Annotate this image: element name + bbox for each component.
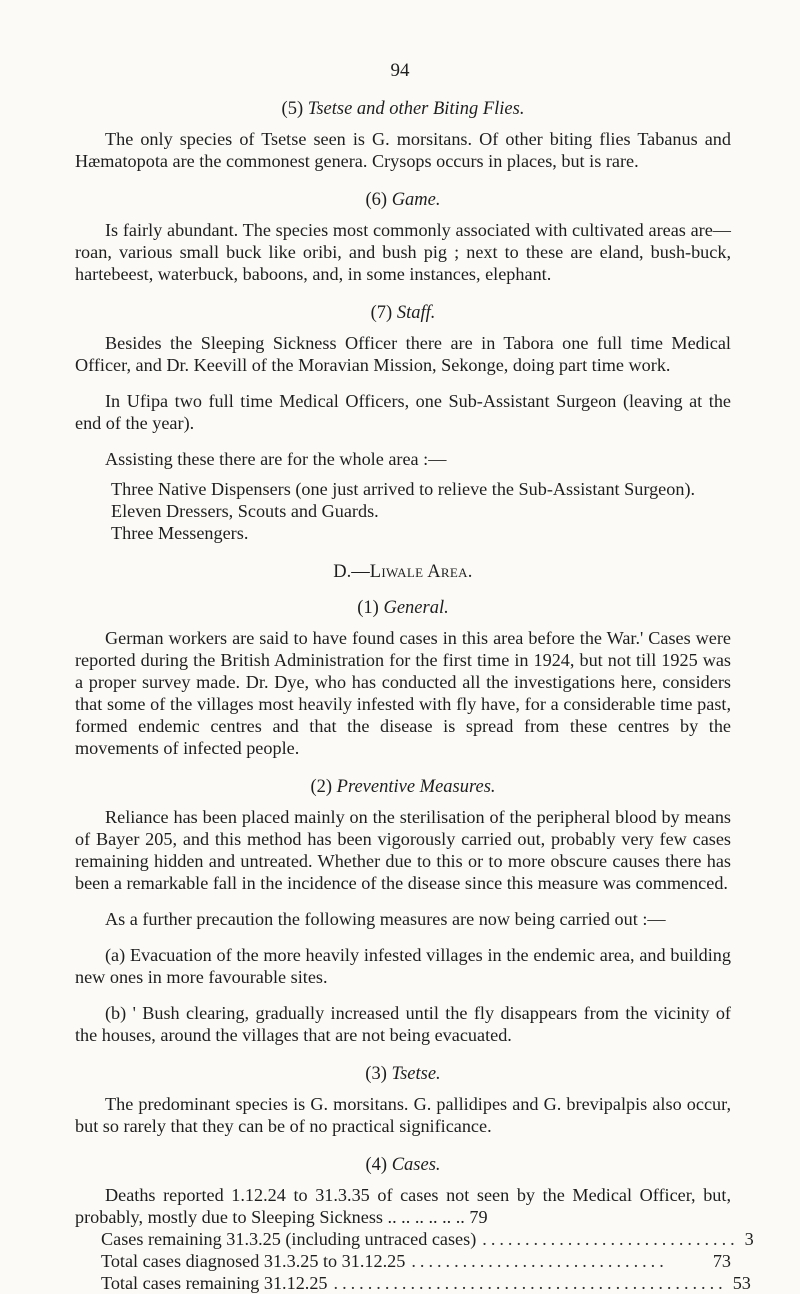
section-number: (4) bbox=[365, 1155, 388, 1175]
stat-label: Total cases diagnosed 31.3.25 to 31.12.25 bbox=[101, 1251, 406, 1271]
paragraph: Assisting these there are for the whole area :— bbox=[105, 449, 447, 469]
paragraph: In Ufipa two full time Medical Officers, one Sub-Assistant Surgeon (leaving at the end of the year). bbox=[75, 391, 731, 433]
dot-leader: .............................. bbox=[482, 1229, 739, 1249]
stat-label: Total cases remaining 31.12.25 bbox=[101, 1273, 328, 1293]
stat-value: 3 bbox=[744, 1229, 754, 1249]
stat-value: 73 bbox=[712, 1251, 731, 1271]
paragraph: The only species of Tsetse seen is G. morsitans. Of other biting flies Tabanus and Hæmatopota are the commonest genera. Crysops occurs in places, but is rare. bbox=[75, 129, 731, 171]
dot-leader: .............................. bbox=[411, 1251, 668, 1271]
section-title: Staff. bbox=[396, 303, 436, 323]
list-item: Three Native Dispensers (one just arrived to relieve the Sub-Assistant Surgeon). bbox=[111, 479, 696, 499]
stat-row bbox=[101, 1272, 751, 1294]
section-number: (6) bbox=[365, 190, 388, 210]
section-heading-tsetse-flies bbox=[75, 98, 731, 120]
stat-row bbox=[101, 1228, 754, 1250]
section-number: (7) bbox=[370, 303, 393, 323]
paragraph: The predominant species is G. morsitans. G. pallidipes and G. brevipalpis also occur, but so rarely that they can be of no practical significance. bbox=[75, 1094, 731, 1136]
section-heading-general bbox=[75, 597, 731, 619]
page-number: 94 bbox=[390, 60, 410, 81]
paragraph: Besides the Sleeping Sickness Officer there are in Tabora one full time Medical Officer, and Dr. Keevill of the Moravian Mission, Sekonge, doing part time work. bbox=[75, 333, 731, 375]
section-heading-preventive-measures bbox=[75, 776, 731, 798]
page-content bbox=[75, 98, 754, 1294]
section-heading-staff bbox=[75, 302, 731, 324]
stat-label: Cases remaining 31.3.25 (including untraced cases) bbox=[101, 1229, 477, 1249]
paragraph: Reliance has been placed mainly on the sterilisation of the peripheral blood by means of Bayer 205, and this method has been vigorously carried out, probably very few cases remaining hidden and untreated. Whether due to this or to more obscure causes there has been a remarkable fall in the incidence of the disease since this measure was commenced. bbox=[75, 807, 731, 893]
section-title: Cases. bbox=[391, 1155, 441, 1175]
section-heading-game bbox=[75, 189, 731, 211]
section-number: (3) bbox=[365, 1064, 387, 1084]
deaths-leader: .. .. .. .. .. .. bbox=[387, 1207, 470, 1227]
section-title: General. bbox=[383, 598, 449, 618]
paragraph-item-a: (a) Evacuation of the more heavily infested villages in the endemic area, and building new ones in more favourable sites. bbox=[75, 945, 731, 987]
section-heading-cases bbox=[75, 1154, 731, 1176]
paragraph: As a further precaution the following measures are now being carried out :— bbox=[105, 909, 666, 929]
paragraph: German workers are said to have found cases in this area before the War.' Cases were reported during the British Administration for the first time in 1924, but not till 1925 was a proper survey made. Dr. Dye, who has conducted all the investigations here, considers that some of the villages most heavily infested with fly have, for a considerable time past, formed endemic centres and that the disease is spread from these centres by the movements of infected people. bbox=[75, 628, 731, 758]
paragraph bbox=[75, 1184, 731, 1228]
area-heading bbox=[75, 561, 731, 583]
paragraph: Is fairly abundant. The species most commonly associated with cultivated areas are—roan, various small buck like oribi, and bush pig ; next to these are eland, bush-buck, hartebeest, waterbuck, baboons, and, in some instances, elephant. bbox=[75, 220, 731, 284]
deaths-text: Deaths reported 1.12.24 to 31.3.35 of cases not seen by the Medical Officer, but, probably, mostly due to Sleeping Sickness bbox=[75, 1185, 731, 1227]
section-heading-tsetse bbox=[75, 1063, 731, 1085]
dot-leader: .............................................. bbox=[333, 1273, 727, 1293]
section-title: Tsetse and other Biting Flies. bbox=[307, 99, 525, 119]
area-title: Liwale Area. bbox=[369, 562, 473, 582]
stat-value: 53 bbox=[732, 1273, 751, 1293]
section-number: (2) bbox=[310, 777, 333, 797]
section-number: (1) bbox=[357, 598, 379, 618]
list-item: Eleven Dressers, Scouts and Guards. bbox=[111, 501, 379, 521]
section-title: Game. bbox=[391, 190, 441, 210]
section-title: Preventive Measures. bbox=[336, 777, 496, 797]
stat-row bbox=[101, 1250, 731, 1272]
section-number: (5) bbox=[281, 99, 304, 119]
paragraph-item-b: (b) ' Bush clearing, gradually increased until the fly disappears from the vicinity of the houses, around the villages that are not being evacuated. bbox=[75, 1003, 731, 1045]
deaths-value: 79 bbox=[469, 1207, 488, 1227]
section-title: Tsetse. bbox=[391, 1064, 441, 1084]
area-prefix: D.— bbox=[333, 562, 370, 582]
list-item: Three Messengers. bbox=[111, 523, 249, 543]
